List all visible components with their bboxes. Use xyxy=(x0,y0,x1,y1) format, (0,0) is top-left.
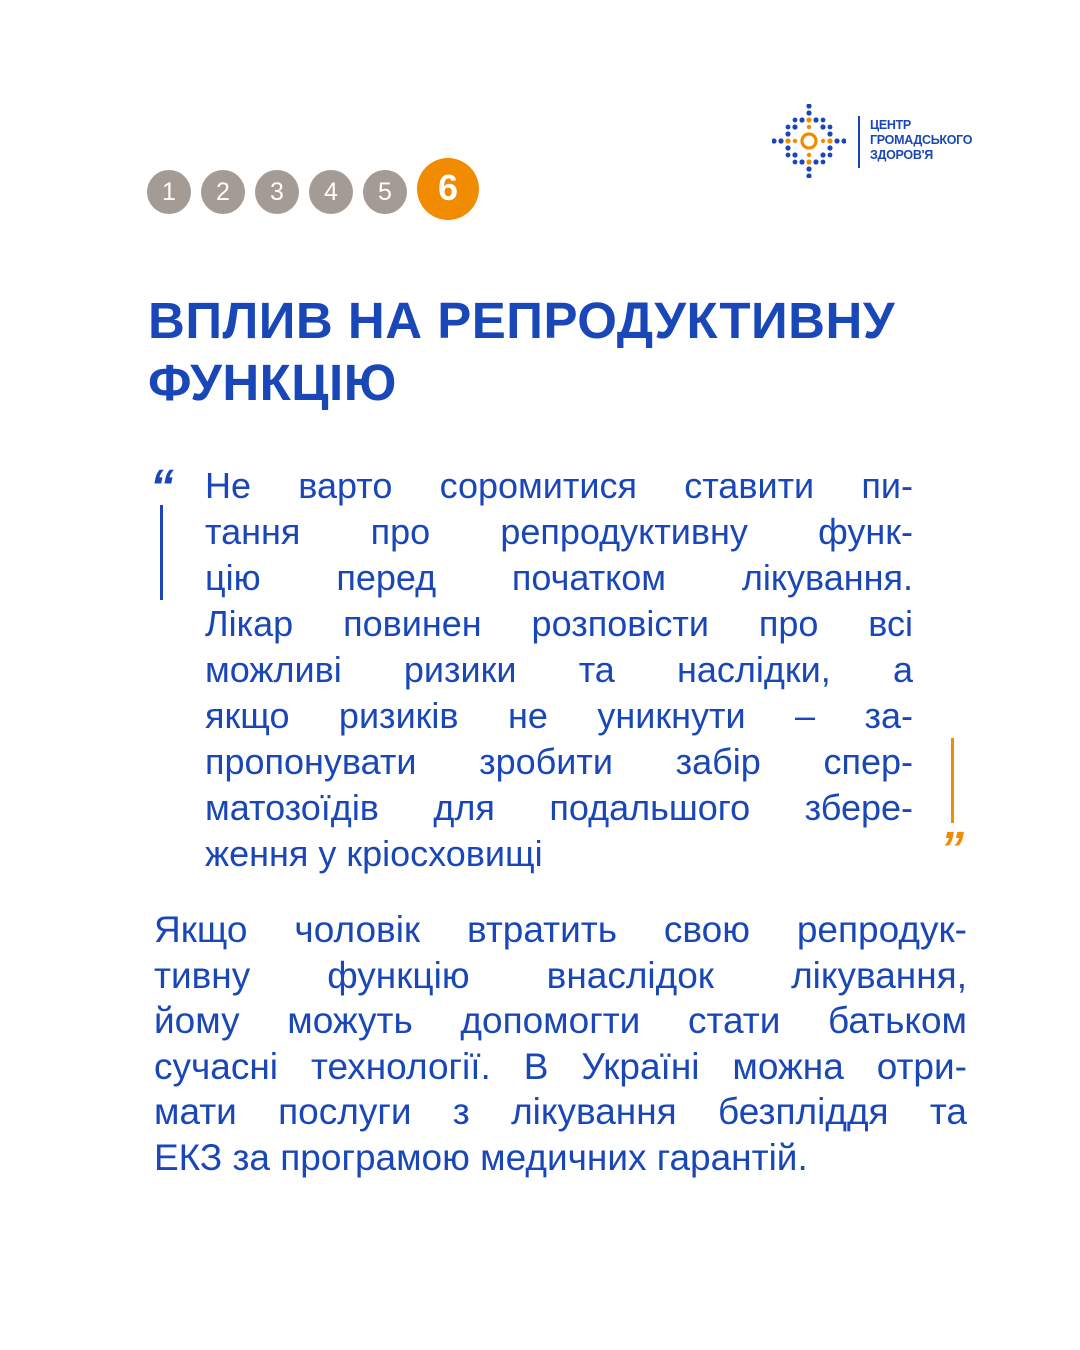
quote-line: Лікар повинен розповісти про всі xyxy=(205,603,913,644)
logo-dot xyxy=(820,152,825,157)
step-3: 3 xyxy=(255,170,299,214)
title-line-1: ВПЛИВ НА РЕПРОДУКТИВНУ xyxy=(148,292,896,349)
logo-dot xyxy=(828,125,833,130)
logo xyxy=(772,104,982,178)
logo-dot xyxy=(792,152,797,157)
logo-dot xyxy=(813,159,818,164)
logo-dot xyxy=(821,160,826,165)
logo-dot xyxy=(807,125,811,129)
logo-dot xyxy=(807,153,811,157)
logo-line-1: ЦЕНТР xyxy=(870,118,911,132)
step-2: 2 xyxy=(201,170,245,214)
quote-line: пропонувати зробити забір спер- xyxy=(205,741,913,782)
logo-dot xyxy=(792,124,797,129)
step-4: 4 xyxy=(309,170,353,214)
quote-bar-left xyxy=(160,505,163,600)
quote-line: Не варто соромитися ставити пи- xyxy=(205,465,913,506)
logo-dot xyxy=(785,145,790,150)
body-line: ЕКЗ за програмою медичних гарантій. xyxy=(154,1136,808,1178)
logo-dot xyxy=(806,166,811,171)
logo-dot xyxy=(778,138,783,143)
step-1: 1 xyxy=(147,170,191,214)
logo-line-3: ЗДОРОВ'Я xyxy=(870,148,933,162)
logo-dot xyxy=(799,159,804,164)
logo-dot xyxy=(793,160,798,165)
quote-line: матозоїдів для подальшого збере- xyxy=(205,787,913,828)
quote-line: якщо ризиків не уникнути – за- xyxy=(205,695,913,736)
body-line: йому можуть допомогти стати батьком xyxy=(154,1000,967,1041)
step-5: 5 xyxy=(363,170,407,214)
logo-dot xyxy=(827,145,832,150)
body-line: тивну функцію внаслідок лікування, xyxy=(154,954,967,996)
quote-open-mark: “ xyxy=(150,461,174,498)
logo-dot xyxy=(786,125,791,130)
logo-dot xyxy=(841,138,846,143)
body-line: Якщо чоловік втратить свою репродук- xyxy=(154,909,967,950)
quote-close-mark: ” xyxy=(940,823,964,860)
logo-dot xyxy=(772,138,777,143)
logo-center-ring xyxy=(802,134,816,148)
quote-line: тання про репродуктивну функ- xyxy=(205,511,913,552)
logo-dot xyxy=(820,124,825,129)
body-line: сучасні технології. В Україні можна отри- xyxy=(154,1045,967,1087)
logo-line-2: ГРОМАДСЬКОГО xyxy=(870,133,973,147)
logo-dot xyxy=(785,131,790,136)
body-line: мати послуги з лікування безпліддя та xyxy=(154,1091,967,1132)
logo-dot xyxy=(806,104,811,109)
logo-dot xyxy=(786,153,791,158)
logo-dot xyxy=(806,173,811,178)
logo-dot xyxy=(793,139,797,143)
logo-dot xyxy=(806,117,811,122)
quote-bar-right xyxy=(951,738,954,823)
body-paragraph xyxy=(154,907,967,1180)
logo-dot xyxy=(828,153,833,158)
logo-dot xyxy=(793,118,798,123)
step-6-active: 6 xyxy=(417,158,479,220)
logo-dot xyxy=(813,117,818,122)
logo-text xyxy=(870,118,985,163)
logo-dot xyxy=(821,139,825,143)
logo-dot xyxy=(834,138,839,143)
logo-mark-icon xyxy=(772,104,846,178)
logo-divider xyxy=(858,116,860,168)
quote-line: ження у кріосховищі xyxy=(205,833,543,874)
quote-line: цію перед початком лікування. xyxy=(205,557,913,598)
quote-line: можливі ризики та наслідки, а xyxy=(205,649,913,690)
logo-dot xyxy=(785,138,790,143)
logo-dot xyxy=(806,110,811,115)
quote-text xyxy=(205,463,913,877)
page-title xyxy=(148,290,988,414)
logo-dot xyxy=(827,131,832,136)
logo-dot xyxy=(799,117,804,122)
logo-dot xyxy=(821,118,826,123)
logo-dot xyxy=(827,138,832,143)
title-line-2: ФУНКЦІЮ xyxy=(148,354,397,411)
logo-dot xyxy=(806,159,811,164)
